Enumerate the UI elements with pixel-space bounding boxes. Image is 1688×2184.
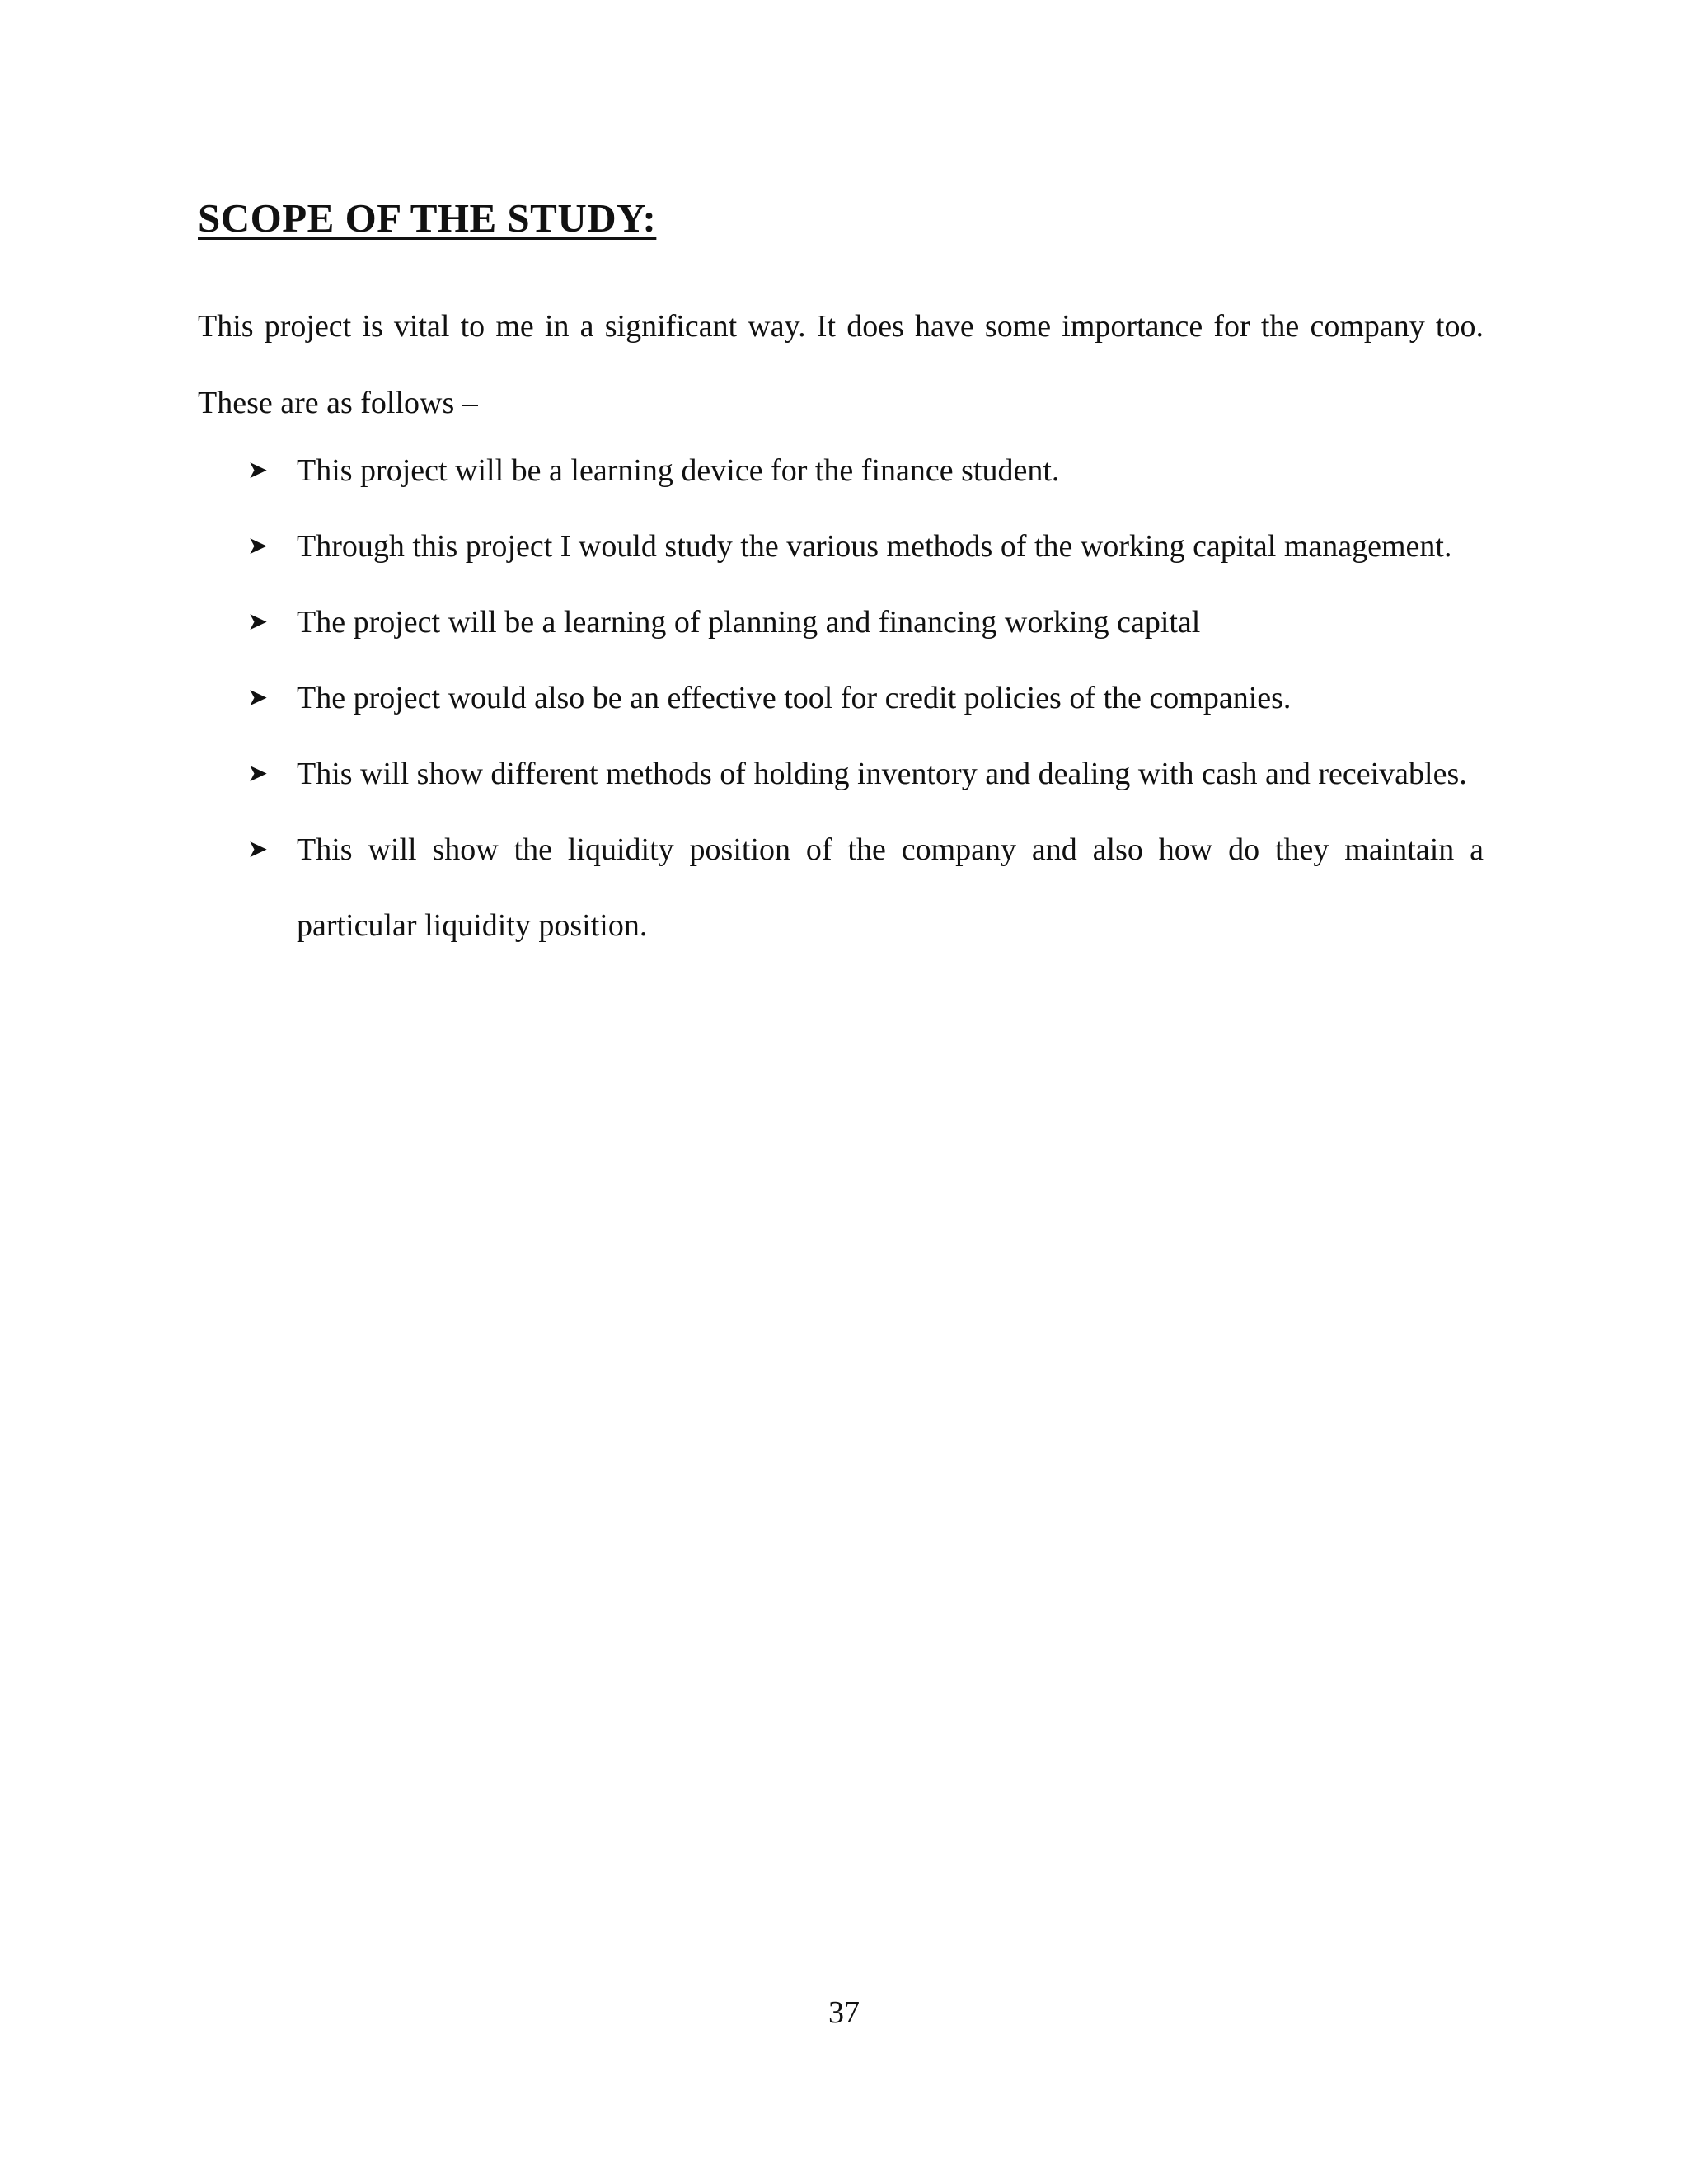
list-item (198, 812, 1484, 963)
arrowhead-bullet-icon: ➤ (247, 683, 269, 712)
list-item-text: The project would also be an effective tool for credit policies of the companies. (297, 681, 1292, 715)
list-item (198, 660, 1484, 736)
scope-bullet-list (198, 433, 1484, 963)
arrowhead-bullet-icon: ➤ (247, 607, 269, 636)
list-item-text: This will show the liquidity position of the company and also how do they maintain a particular liquidity position. (297, 832, 1484, 943)
arrowhead-bullet-icon: ➤ (247, 835, 269, 864)
list-item (198, 433, 1484, 509)
arrowhead-bullet-icon: ➤ (247, 456, 269, 485)
list-item-text: Through this project I would study the various methods of the working capital management. (297, 529, 1452, 564)
list-item (198, 584, 1484, 660)
intro-paragraph: This project is vital to me in a significant way. It does have some importance for the company too. These are as follows – (198, 309, 1484, 420)
list-item-text: This will show different methods of holding inventory and dealing with cash and receivables. (297, 757, 1467, 791)
arrowhead-bullet-icon: ➤ (247, 532, 269, 560)
list-item (198, 736, 1484, 812)
list-item-text: This project will be a learning device for the finance student. (297, 453, 1060, 488)
list-item-text: The project will be a learning of planning and financing working capital (297, 605, 1201, 640)
list-item (198, 509, 1484, 584)
section-heading: SCOPE OF THE STUDY: (198, 195, 657, 241)
arrowhead-bullet-icon: ➤ (247, 759, 269, 788)
page-number: 37 (828, 1995, 860, 2030)
